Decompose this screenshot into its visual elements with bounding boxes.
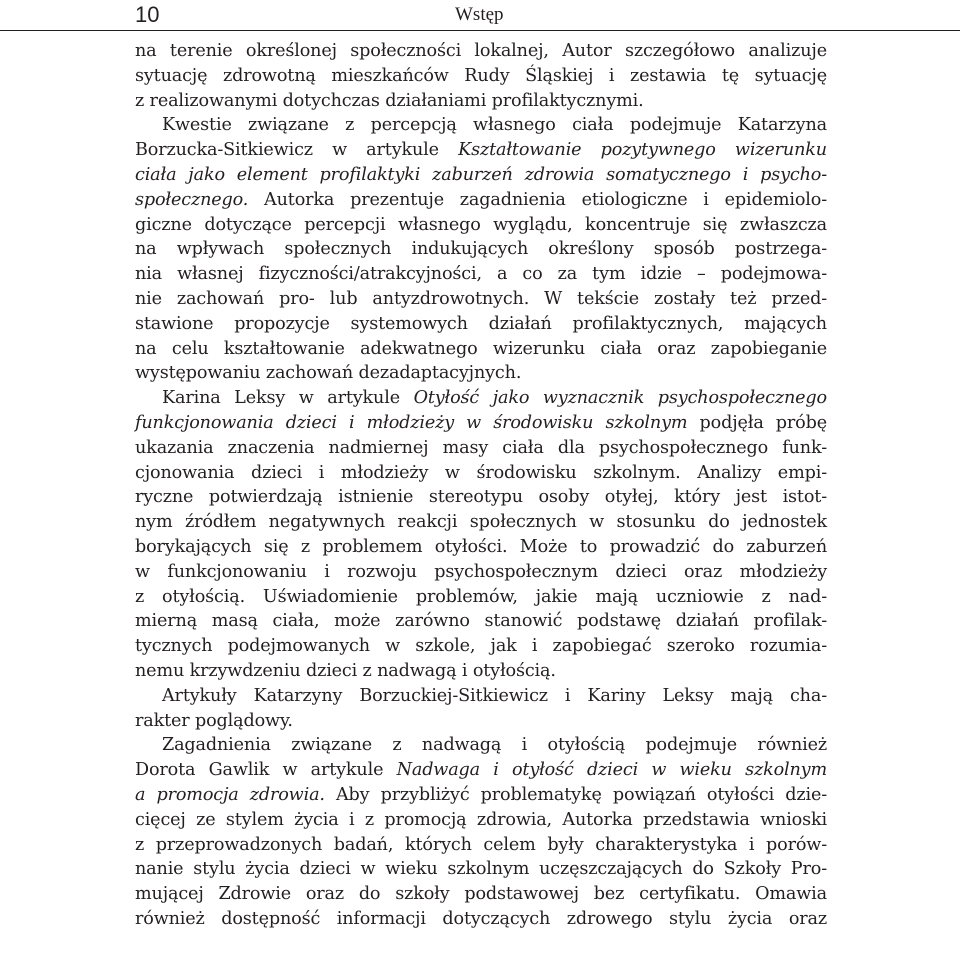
text-line: z realizowanymi dotychczas działaniami profilaktycznymi. bbox=[135, 90, 644, 111]
text-line: Kwestie związane z percepcją własnego ciała podejmuje Katarzyna bbox=[162, 115, 827, 136]
text-line: borykających się z problemem otyłości. Może to prowadzić do zaburzeń bbox=[135, 536, 827, 557]
text-line: nym źródłem negatywnych reakcji społecznych w stosunku do jednostek bbox=[135, 512, 827, 533]
text-line: Zagadnienia związane z nadwagą i otyłością podejmuje również bbox=[162, 735, 827, 756]
text-line: również dostępność informacji dotyczących zdrowego stylu życia oraz bbox=[135, 908, 827, 929]
text-line: sytuację zdrowotną mieszkańców Rudy Śląskiej i zestawia tę sytuację bbox=[135, 65, 827, 86]
header-rule bbox=[0, 30, 960, 31]
page-number: 10 bbox=[135, 2, 160, 27]
text-line: rakter poglądowy. bbox=[135, 710, 293, 731]
text-line bbox=[135, 758, 827, 783]
text-run: Aby przybliżyć problematykę powiązań otyłości dzie- bbox=[324, 784, 827, 805]
text-line: ryczne potwierdzają istnienie stereotypu osoby otyłej, który jest istot- bbox=[135, 487, 827, 508]
text-line bbox=[135, 188, 827, 213]
article-title: ciała jako element profilaktyki zaburzeń zdrowia somatycznego i psycho- bbox=[135, 164, 827, 185]
body-text bbox=[135, 39, 827, 932]
text-line: giczne dotyczące percepcji własnego wyglądu, koncentruje się zwłaszcza bbox=[135, 214, 827, 235]
text-line: nanie stylu życia dzieci w wieku szkolnym uczęszczających do Szkoły Pro- bbox=[135, 859, 827, 880]
article-title: społecznego. bbox=[135, 189, 249, 210]
running-head: Wstęp bbox=[455, 4, 504, 25]
text-line: występowaniu zachowań dezadaptacyjnych. bbox=[135, 363, 522, 384]
text-run: Dorota Gawlik w artykule bbox=[135, 760, 397, 781]
text-line: na celu kształtowanie adekwatnego wizerunku ciała oraz zapobieganie bbox=[135, 338, 827, 359]
text-run: Autorka prezentuje zagadnienia etiologiczne i epidemiolo- bbox=[248, 189, 827, 210]
text-line bbox=[135, 138, 827, 163]
text-line: na terenie określonej społeczności lokalnej, Autor szczegółowo analizuje bbox=[135, 41, 827, 61]
article-title: funkcjonowania dzieci i młodzieży w środowisku szkolnym bbox=[135, 412, 688, 433]
text-line: Artykuły Katarzyny Borzuckiej-Sitkiewicz i Kariny Leksy mają cha- bbox=[162, 685, 827, 706]
text-run: Karina Leksy w artykule bbox=[162, 388, 414, 409]
text-line: nemu krzywdzeniu dzieci z nadwagą i otyłością. bbox=[135, 660, 556, 681]
text-run: podjęła próbę bbox=[687, 412, 827, 433]
text-line: w funkcjonowaniu i rozwoju psychospołecznym dzieci oraz młodzieży bbox=[135, 561, 827, 582]
text-line: nie zachowań pro- lub antyzdrowotnych. W tekście zostały też przed- bbox=[135, 288, 827, 309]
text-line: cjonowania dzieci i młodzieży w środowisku szkolnym. Analizy empi- bbox=[135, 462, 827, 483]
article-title: Otyłość jako wyznacznik psychospołecznego bbox=[413, 388, 827, 409]
text-line bbox=[135, 386, 827, 411]
text-line: stawione propozycje systemowych działań profilaktycznych, mających bbox=[135, 313, 827, 334]
text-line bbox=[135, 163, 827, 188]
text-line: tycznych podejmowanych w szkole, jak i zapobiegać szeroko rozumia- bbox=[135, 636, 827, 657]
article-title: a promocja zdrowia. bbox=[135, 784, 325, 805]
article-title: Nadwaga i otyłość dzieci w wieku szkolnym bbox=[396, 760, 828, 781]
article-title: Kształtowanie pozytywnego wizerunku bbox=[458, 140, 827, 161]
text-line: nia własnej fizyczności/atrakcyjności, a co za tym idzie – podejmowa- bbox=[135, 264, 827, 285]
text-line: z otyłością. Uświadomienie problemów, jakie mają uczniowie z nad- bbox=[135, 586, 827, 607]
text-line: na wpływach społecznych indukujących określony sposób postrzega- bbox=[135, 239, 827, 260]
text-run: Borzucka-Sitkiewicz w artykule bbox=[135, 140, 459, 161]
text-line: cięcej ze stylem życia i z promocją zdrowia, Autorka przedstawia wnioski bbox=[135, 809, 827, 830]
text-line bbox=[135, 411, 827, 436]
page-header bbox=[0, 0, 960, 33]
text-line: ukazania znaczenia nadmiernej masy ciała dla psychospołecznego funk- bbox=[135, 437, 827, 458]
text-line bbox=[135, 783, 827, 808]
text-line: z przeprowadzonych badań, których celem były charakterystyka i porów- bbox=[135, 834, 827, 855]
text-line: mierną masą ciała, może zarówno stanowić podstawę działań profilak- bbox=[135, 611, 827, 632]
text-line: mującej Zdrowie oraz do szkoły podstawowej bez certyfikatu. Omawia bbox=[135, 884, 827, 905]
